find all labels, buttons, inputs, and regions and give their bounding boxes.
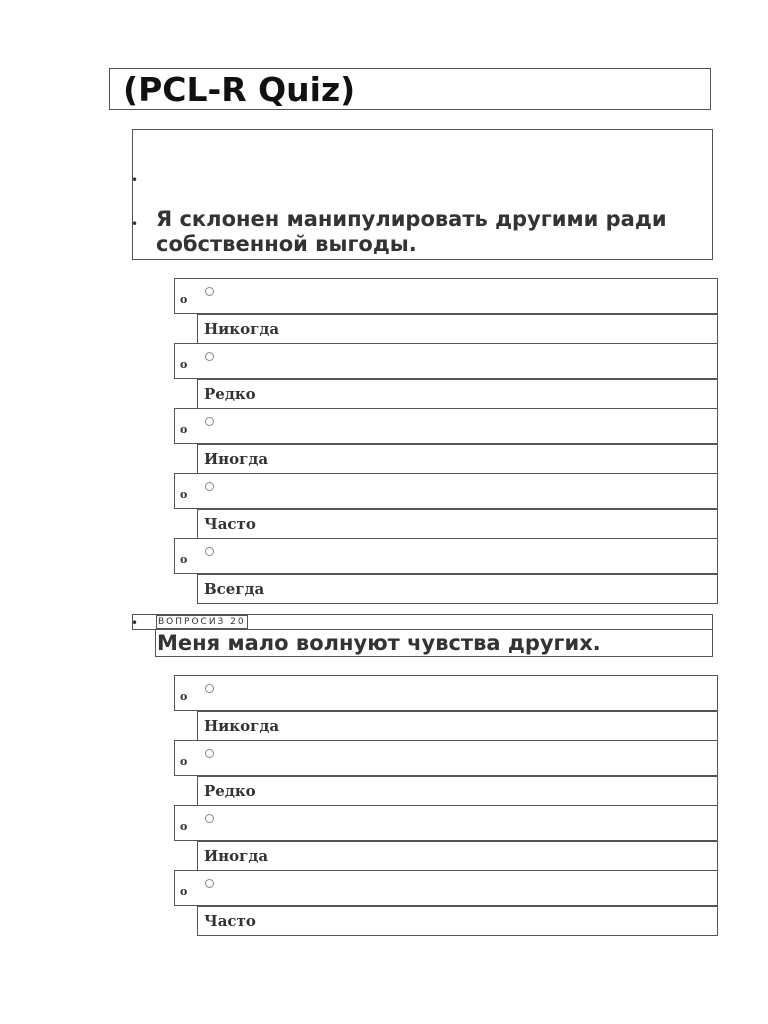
radio-button[interactable]	[205, 417, 214, 426]
radio-button[interactable]	[205, 482, 214, 491]
option-label: Часто	[204, 912, 256, 930]
option-label-box	[197, 574, 718, 604]
question-2-header	[132, 614, 713, 630]
option-label-box	[197, 314, 718, 344]
option-label-box	[197, 841, 718, 871]
question-2-box	[155, 629, 713, 657]
option-label: Никогда	[204, 717, 280, 735]
option-label: Редко	[204, 782, 256, 800]
option-row	[174, 343, 718, 379]
radio-button[interactable]	[205, 879, 214, 888]
option-row	[174, 870, 718, 906]
list-marker: o	[180, 358, 188, 371]
page-title: (PCL-R Quiz)	[123, 70, 356, 109]
list-bullet: •	[131, 616, 139, 630]
option-row	[174, 805, 718, 841]
question-text: Я склонен манипулировать другими ради собственной выгоды.	[156, 207, 667, 256]
list-marker: o	[180, 293, 188, 306]
list-marker: o	[180, 553, 188, 566]
radio-button[interactable]	[205, 814, 214, 823]
list-marker: o	[180, 488, 188, 501]
list-marker: o	[180, 755, 188, 768]
option-row	[174, 675, 718, 711]
option-row	[174, 473, 718, 509]
option-label-box	[197, 509, 718, 539]
list-marker: o	[180, 423, 188, 436]
option-row	[174, 740, 718, 776]
radio-button[interactable]	[205, 287, 214, 296]
question-1-box	[132, 129, 713, 260]
list-bullet: •	[131, 217, 139, 231]
option-row	[174, 538, 718, 574]
list-bullet: •	[131, 173, 139, 187]
option-label-box	[197, 444, 718, 474]
radio-button[interactable]	[205, 352, 214, 361]
option-label: Никогда	[204, 320, 280, 338]
radio-button[interactable]	[205, 749, 214, 758]
list-marker: o	[180, 690, 188, 703]
radio-button[interactable]	[205, 684, 214, 693]
option-label: Иногда	[204, 450, 269, 468]
option-label-box	[197, 711, 718, 741]
option-label: Часто	[204, 515, 256, 533]
option-label: Редко	[204, 385, 256, 403]
option-label-box	[197, 776, 718, 806]
list-marker: o	[180, 820, 188, 833]
question-text: Меня мало волнуют чувства других.	[157, 631, 601, 655]
radio-button[interactable]	[205, 547, 214, 556]
option-label: Всегда	[204, 580, 265, 598]
title-box	[109, 68, 711, 110]
option-row	[174, 408, 718, 444]
list-marker: o	[180, 885, 188, 898]
option-label-box	[197, 906, 718, 936]
option-label: Иногда	[204, 847, 269, 865]
question-number: ВОПРОСИЗ 20	[158, 617, 246, 627]
option-row	[174, 278, 718, 314]
option-label-box	[197, 379, 718, 409]
